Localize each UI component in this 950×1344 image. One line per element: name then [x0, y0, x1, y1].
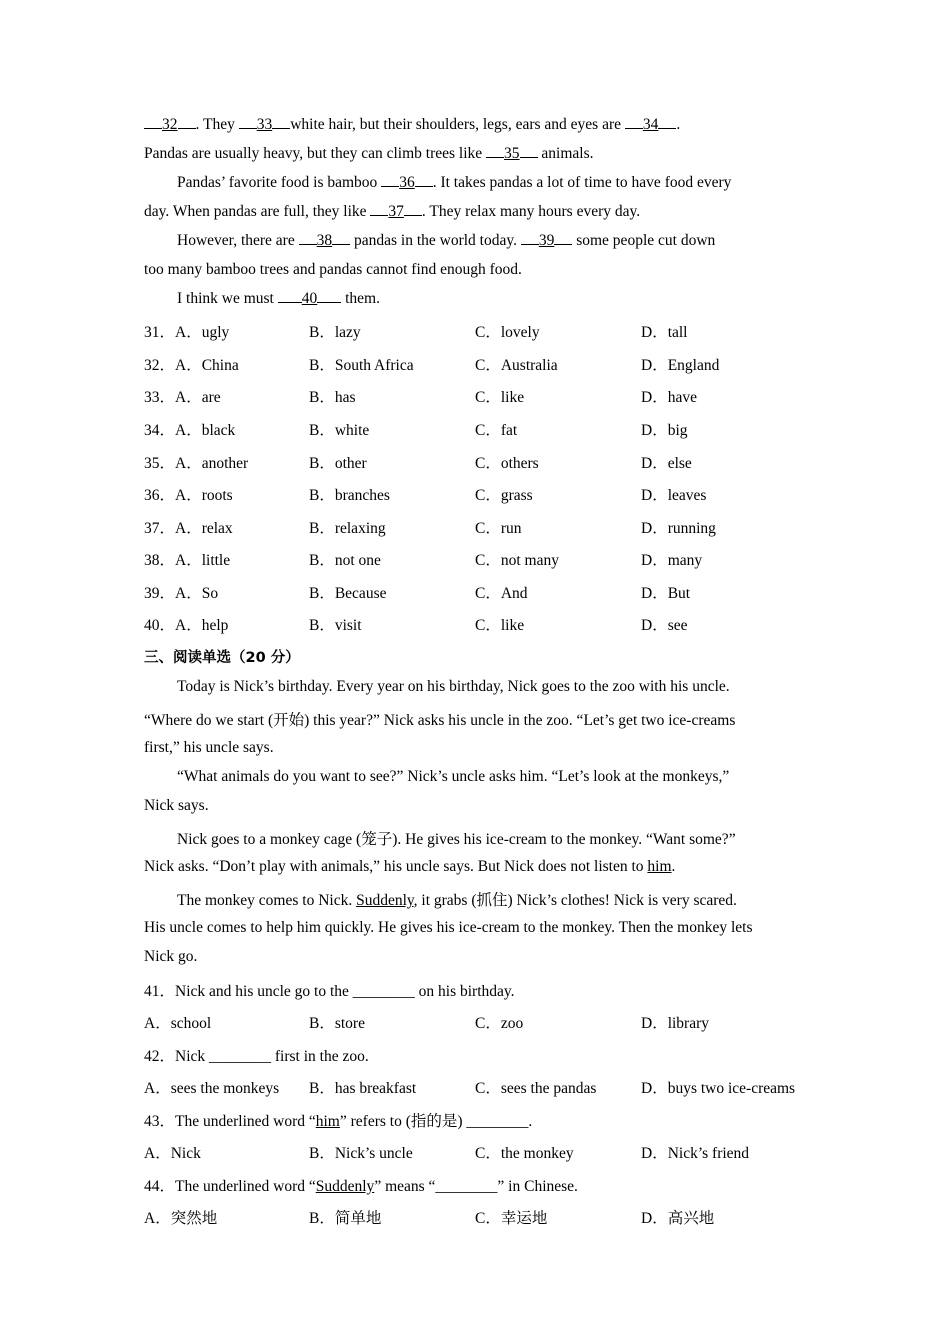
cloze-text: white hair, but their shoulders, legs, ears and eyes are — [290, 116, 625, 133]
question-number: 35． — [144, 455, 176, 472]
option-row-39 — [144, 581, 824, 603]
option-b: B．visit — [309, 617, 362, 634]
passage-text: The monkey comes to Nick. — [177, 892, 357, 909]
option-a — [144, 613, 228, 635]
option-c: C．fat — [475, 422, 518, 439]
option-a — [144, 548, 230, 570]
question-number: 39． — [144, 585, 176, 602]
question-43-stem — [144, 1109, 532, 1131]
option-row-38 — [144, 548, 824, 570]
blank-38: 38 — [316, 232, 333, 249]
cloze-text: pandas in the world today. — [350, 232, 521, 249]
option-c: C．And — [475, 585, 528, 602]
option-a — [144, 320, 229, 342]
question-number: 32． — [144, 357, 176, 374]
option-a — [144, 451, 248, 473]
option-d: D．England — [641, 357, 720, 374]
option-d: D．Nick’s friend — [641, 1145, 750, 1162]
option-a-text: A．help — [175, 617, 229, 634]
option-row-40 — [144, 613, 824, 635]
question-number: 33． — [144, 389, 176, 406]
option-b: B．Nick’s uncle — [309, 1145, 413, 1162]
cloze-line-3 — [177, 174, 731, 192]
option-a-text: A．So — [175, 585, 219, 602]
option-a-text: A．roots — [175, 487, 233, 504]
option-d: D．But — [641, 585, 691, 602]
option-c: C．run — [475, 520, 522, 537]
option-row-34 — [144, 418, 824, 440]
underlined-word-suddenly: Suddenly — [356, 892, 414, 909]
option-a — [144, 581, 218, 603]
question-text: 44．The underlined word “ — [144, 1178, 316, 1195]
option-d: D．many — [641, 552, 703, 569]
passage-line — [144, 858, 675, 876]
cloze-text: animals. — [537, 145, 594, 162]
blank-40: 40 — [301, 290, 318, 307]
underlined-word-him: him — [647, 858, 672, 875]
option-a-text: A．ugly — [175, 324, 230, 341]
cloze-text: . They relax many hours every day. — [421, 203, 641, 220]
underlined-word: him — [315, 1113, 340, 1130]
cloze-line-1 — [144, 116, 680, 134]
option-a-text: A．another — [175, 455, 249, 472]
option-a — [144, 483, 233, 505]
option-b: B．简单地 — [309, 1210, 382, 1227]
option-b: B．lazy — [309, 324, 361, 341]
question-44-stem — [144, 1174, 578, 1196]
option-c: C．sees the pandas — [475, 1080, 597, 1097]
cloze-text: However, there are — [177, 232, 299, 249]
cloze-text: . — [676, 116, 681, 133]
cloze-line-6 — [144, 261, 522, 279]
passage-text: Nick asks. “Don’t play with animals,” his uncle says. But Nick does not listen to — [144, 858, 648, 875]
question-42-stem: 42．Nick ________ first in the zoo. — [144, 1048, 369, 1065]
option-b: B．store — [309, 1015, 365, 1032]
option-c: C．like — [475, 617, 525, 634]
option-row-36 — [144, 483, 824, 505]
passage-line: “What animals do you want to see?” Nick’s uncle asks him. “Let’s look at the monkeys,” — [177, 768, 730, 785]
option-a-text: A．are — [175, 389, 221, 406]
question-44-options — [144, 1206, 824, 1228]
option-c: C．Australia — [475, 357, 558, 374]
question-number: 36． — [144, 487, 176, 504]
passage-text: , it grabs (抓住) Nick’s clothes! Nick is very scared. — [413, 892, 737, 909]
cloze-text: too many bamboo trees and pandas cannot find enough food. — [144, 261, 522, 278]
cloze-line-2 — [144, 145, 594, 163]
passage-line: Nick go. — [144, 948, 198, 965]
cloze-text: Pandas’ favorite food is bamboo — [177, 174, 382, 191]
option-a-text: A．China — [175, 357, 239, 374]
option-a: A．school — [144, 1015, 212, 1032]
option-b: B．branches — [309, 487, 390, 504]
option-a-text: A．black — [175, 422, 236, 439]
cloze-text: some people cut down — [572, 232, 716, 249]
option-c: C．lovely — [475, 324, 540, 341]
option-d: D．buys two ice-creams — [641, 1080, 796, 1097]
cloze-text: . They — [195, 116, 239, 133]
cloze-line-4 — [144, 203, 640, 221]
passage-line: first,” his uncle says. — [144, 739, 274, 756]
option-d: D．高兴地 — [641, 1210, 715, 1227]
question-42-options — [144, 1076, 824, 1098]
option-b: B．not one — [309, 552, 381, 569]
section-heading: 三、阅读单选（20 分） — [144, 650, 300, 666]
option-a: A．Nick — [144, 1145, 201, 1162]
option-b: B．has — [309, 389, 356, 406]
option-c: C．others — [475, 455, 539, 472]
question-text: ” means “________” in Chinese. — [374, 1178, 578, 1195]
option-b: B．South Africa — [309, 357, 414, 374]
option-c: C．the monkey — [475, 1145, 574, 1162]
question-number: 31． — [144, 324, 176, 341]
cloze-line-7 — [177, 290, 380, 308]
passage-line — [177, 888, 737, 910]
question-text: 43．The underlined word “ — [144, 1113, 316, 1130]
option-d: D．tall — [641, 324, 688, 341]
cloze-text: . It takes pandas a lot of time to have food every — [432, 174, 732, 191]
question-41-stem: 41．Nick and his uncle go to the ________ on his birthday. — [144, 983, 515, 1000]
cloze-text: day. When pandas are full, they like — [144, 203, 371, 220]
option-a — [144, 385, 221, 407]
blank-32: 32 — [162, 116, 178, 133]
option-d: D．leaves — [641, 487, 707, 504]
option-row-32 — [144, 353, 824, 375]
question-text: ” refers to (指的是) ________. — [339, 1113, 533, 1130]
passage-line: Nick goes to a monkey cage (笼子). He gives his ice-cream to the monkey. “Want some?” — [177, 831, 736, 848]
passage-line: His uncle comes to help him quickly. He gives his ice-cream to the monkey. Then the monkey lets — [144, 919, 753, 936]
option-b: B．has breakfast — [309, 1080, 417, 1097]
option-c: C．not many — [475, 552, 559, 569]
question-number: 40． — [144, 617, 176, 634]
option-row-31 — [144, 320, 824, 342]
option-a — [144, 353, 239, 375]
passage-line: Today is Nick’s birthday. Every year on his birthday, Nick goes to the zoo with his uncle. — [177, 678, 730, 695]
option-c: C．zoo — [475, 1015, 524, 1032]
question-43-options — [144, 1141, 824, 1163]
cloze-text: I think we must — [177, 290, 278, 307]
question-41-options — [144, 1011, 824, 1033]
option-c: C．grass — [475, 487, 533, 504]
option-b: B．Because — [309, 585, 387, 602]
question-number: 37． — [144, 520, 176, 537]
option-a — [144, 516, 233, 538]
option-d: D．else — [641, 455, 692, 472]
passage-line: Nick says. — [144, 797, 209, 814]
question-number: 38． — [144, 552, 176, 569]
option-a-text: A．relax — [175, 520, 233, 537]
option-a — [144, 418, 235, 440]
cloze-text: Pandas are usually heavy, but they can climb trees like — [144, 145, 487, 162]
option-row-37 — [144, 516, 824, 538]
option-a: A．突然地 — [144, 1210, 218, 1227]
option-b: B．white — [309, 422, 370, 439]
blank-37: 37 — [388, 203, 404, 220]
blank-35: 35 — [504, 145, 520, 162]
option-a-text: A．little — [175, 552, 231, 569]
option-b: B．other — [309, 455, 367, 472]
question-number: 34． — [144, 422, 176, 439]
option-d: D．running — [641, 520, 716, 537]
passage-line: “Where do we start (开始) this year?” Nick asks his uncle in the zoo. “Let’s get two ice-creams — [144, 712, 736, 729]
cloze-text: them. — [341, 290, 380, 307]
option-a: A．sees the monkeys — [144, 1080, 280, 1097]
option-b: B．relaxing — [309, 520, 386, 537]
option-d: D．big — [641, 422, 688, 439]
blank-33: 33 — [256, 116, 273, 133]
option-c: C．幸运地 — [475, 1210, 548, 1227]
underlined-word: Suddenly — [315, 1178, 375, 1195]
option-d: D．have — [641, 389, 697, 406]
blank-39: 39 — [538, 232, 555, 249]
option-c: C．like — [475, 389, 525, 406]
option-d: D．see — [641, 617, 688, 634]
option-row-35 — [144, 451, 824, 473]
cloze-line-5 — [177, 232, 715, 250]
blank-36: 36 — [399, 174, 415, 191]
option-d: D．library — [641, 1015, 710, 1032]
passage-text: . — [671, 858, 676, 875]
option-row-33 — [144, 385, 824, 407]
blank-34: 34 — [642, 116, 659, 133]
